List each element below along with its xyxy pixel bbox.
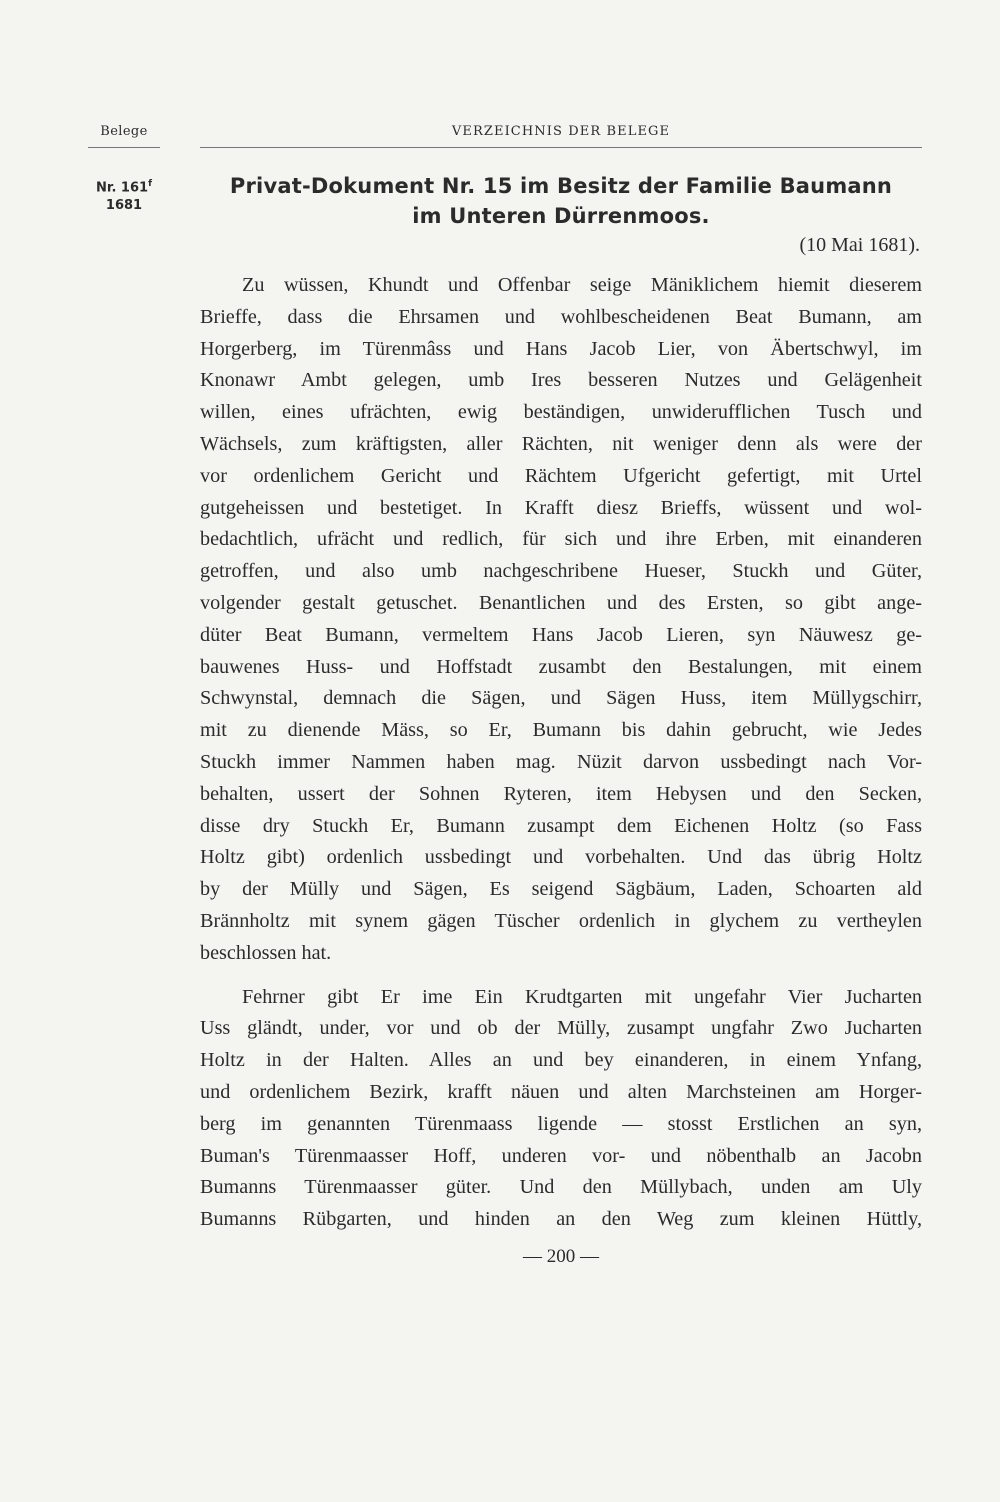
text-line: Wächsels, zum kräftigsten, aller Rächten, nit weniger denn als were der [200,432,922,455]
document-date: (10 Mai 1681). [799,234,920,256]
text-line: Bumanns Türenmaasser güter. Und den Müllybach, unden am Uly [200,1176,922,1199]
document-number-suffix: f [148,179,152,189]
margin-rule [88,147,160,148]
document-number: Nr. 161 [96,180,149,196]
text-line: Horgerberg, im Türenmâss und Hans Jacob Lier, von Äbertschwyl, im [200,337,922,360]
text-line: Bumanns Rübgarten, und hinden an den Weg zum kleinen Hüttly, [200,1208,922,1231]
document-title [200,171,922,231]
text-line: Stuckh immer Nammen haben mag. Nüzit darvon ussbedingt nach Vor- [200,750,922,773]
text-line: Knonawr Ambt gelegen, umb Ires besseren Nutzes und Gelägenheit [200,369,922,392]
text-line: Brieffe, dass die Ehrsamen und wohlbescheidenen Beat Bumann, am [200,305,922,328]
title-line-1: Privat-Dokument Nr. 15 im Besitz der Familie Baumann [229,174,893,198]
running-title: VERZEICHNIS DER BELEGE [451,124,671,139]
margin-header: Belege [100,124,148,139]
text-line: Brännholtz mit synem gägen Tüscher ordenlich in glychem zu vertheylen [200,909,922,932]
text-line: Uss gländt, under, vor und ob der Mülly, zusampt ungfahr Zwo Jucharten [200,1017,922,1040]
text-line: beschlossen hat. [200,941,332,964]
text-line: Schwynstal, demnach die Sägen, und Sägen Huss, item Müllygschirr, [200,687,922,710]
text-line: Zu wüssen, Khundt und Offenbar seige Mäniklichem hiemit dieserem [242,274,922,296]
text-line: und ordenlichem Bezirk, krafft näuen und alten Marchsteinen am Horger- [200,1080,922,1103]
document-year: 1681 [105,198,143,214]
text-line: Holtz gibt) ordenlich ussbedingt und vorbehalten. Und das übrig Holtz [200,846,922,869]
text-line: gutgeheissen und bestetiget. In Krafft diesz Brieffs, wüssent und wol- [200,496,922,519]
text-line: düter Beat Bumann, vermeltem Hans Jacob Lieren, syn Näuwesz ge- [200,623,922,646]
text-line: getroffen, und also umb nachgeschribene Hueser, Stuckh und Güter, [200,560,922,583]
text-line: Fehrner gibt Er ime Ein Krudtgarten mit ungefahr Vier Jucharten [242,985,922,1008]
title-line-2: im Unteren Dürrenmoos. [412,204,710,228]
text-line: Holtz in der Halten. Alles an und bey einanderen, in einem Ynfang, [200,1049,922,1072]
text-line: bedachtlich, ufrächt und redlich, für sich und ihre Erben, mit einanderen [200,528,922,551]
text-line: bauwenes Huss- und Hoffstadt zusambt den Bestalungen, mit einem [200,655,922,678]
text-line: by der Mülly und Sägen, Es seigend Sägbäum, Laden, Schoarten ald [200,878,922,901]
text-line: mit zu dienende Mäss, so Er, Bumann bis dahin gebrucht, wie Jedes [200,719,922,742]
page-number: — 200 — [523,1246,599,1267]
text-line: vor ordenlichem Gericht und Rächtem Ufgericht gefertigt, mit Urtel [200,464,922,487]
text-line: volgender gestalt getuschet. Benantlichen und des Ersten, so gibt ange- [200,591,922,614]
text-line: behalten, ussert der Sohnen Ryteren, item Hebysen und den Secken, [200,782,922,805]
document-body [200,270,922,1236]
text-line: berg im genannten Türenmaass ligende — stosst Erstlichen an syn, [200,1112,922,1135]
document-reference [88,175,160,215]
text-line: disse dry Stuckh Er, Bumann zusampt dem Eichenen Holtz (so Fass [200,814,922,837]
paragraph [200,982,922,1236]
text-line: willen, eines ufrächten, ewig beständigen, unwiderufflichen Tusch und [200,401,922,424]
header-rule [200,147,922,148]
paragraph-gap [200,970,922,982]
text-line: Buman's Türenmaasser Hoff, underen vor- und nöbenthalb an Jacobn [200,1144,922,1167]
paragraph [200,270,922,970]
